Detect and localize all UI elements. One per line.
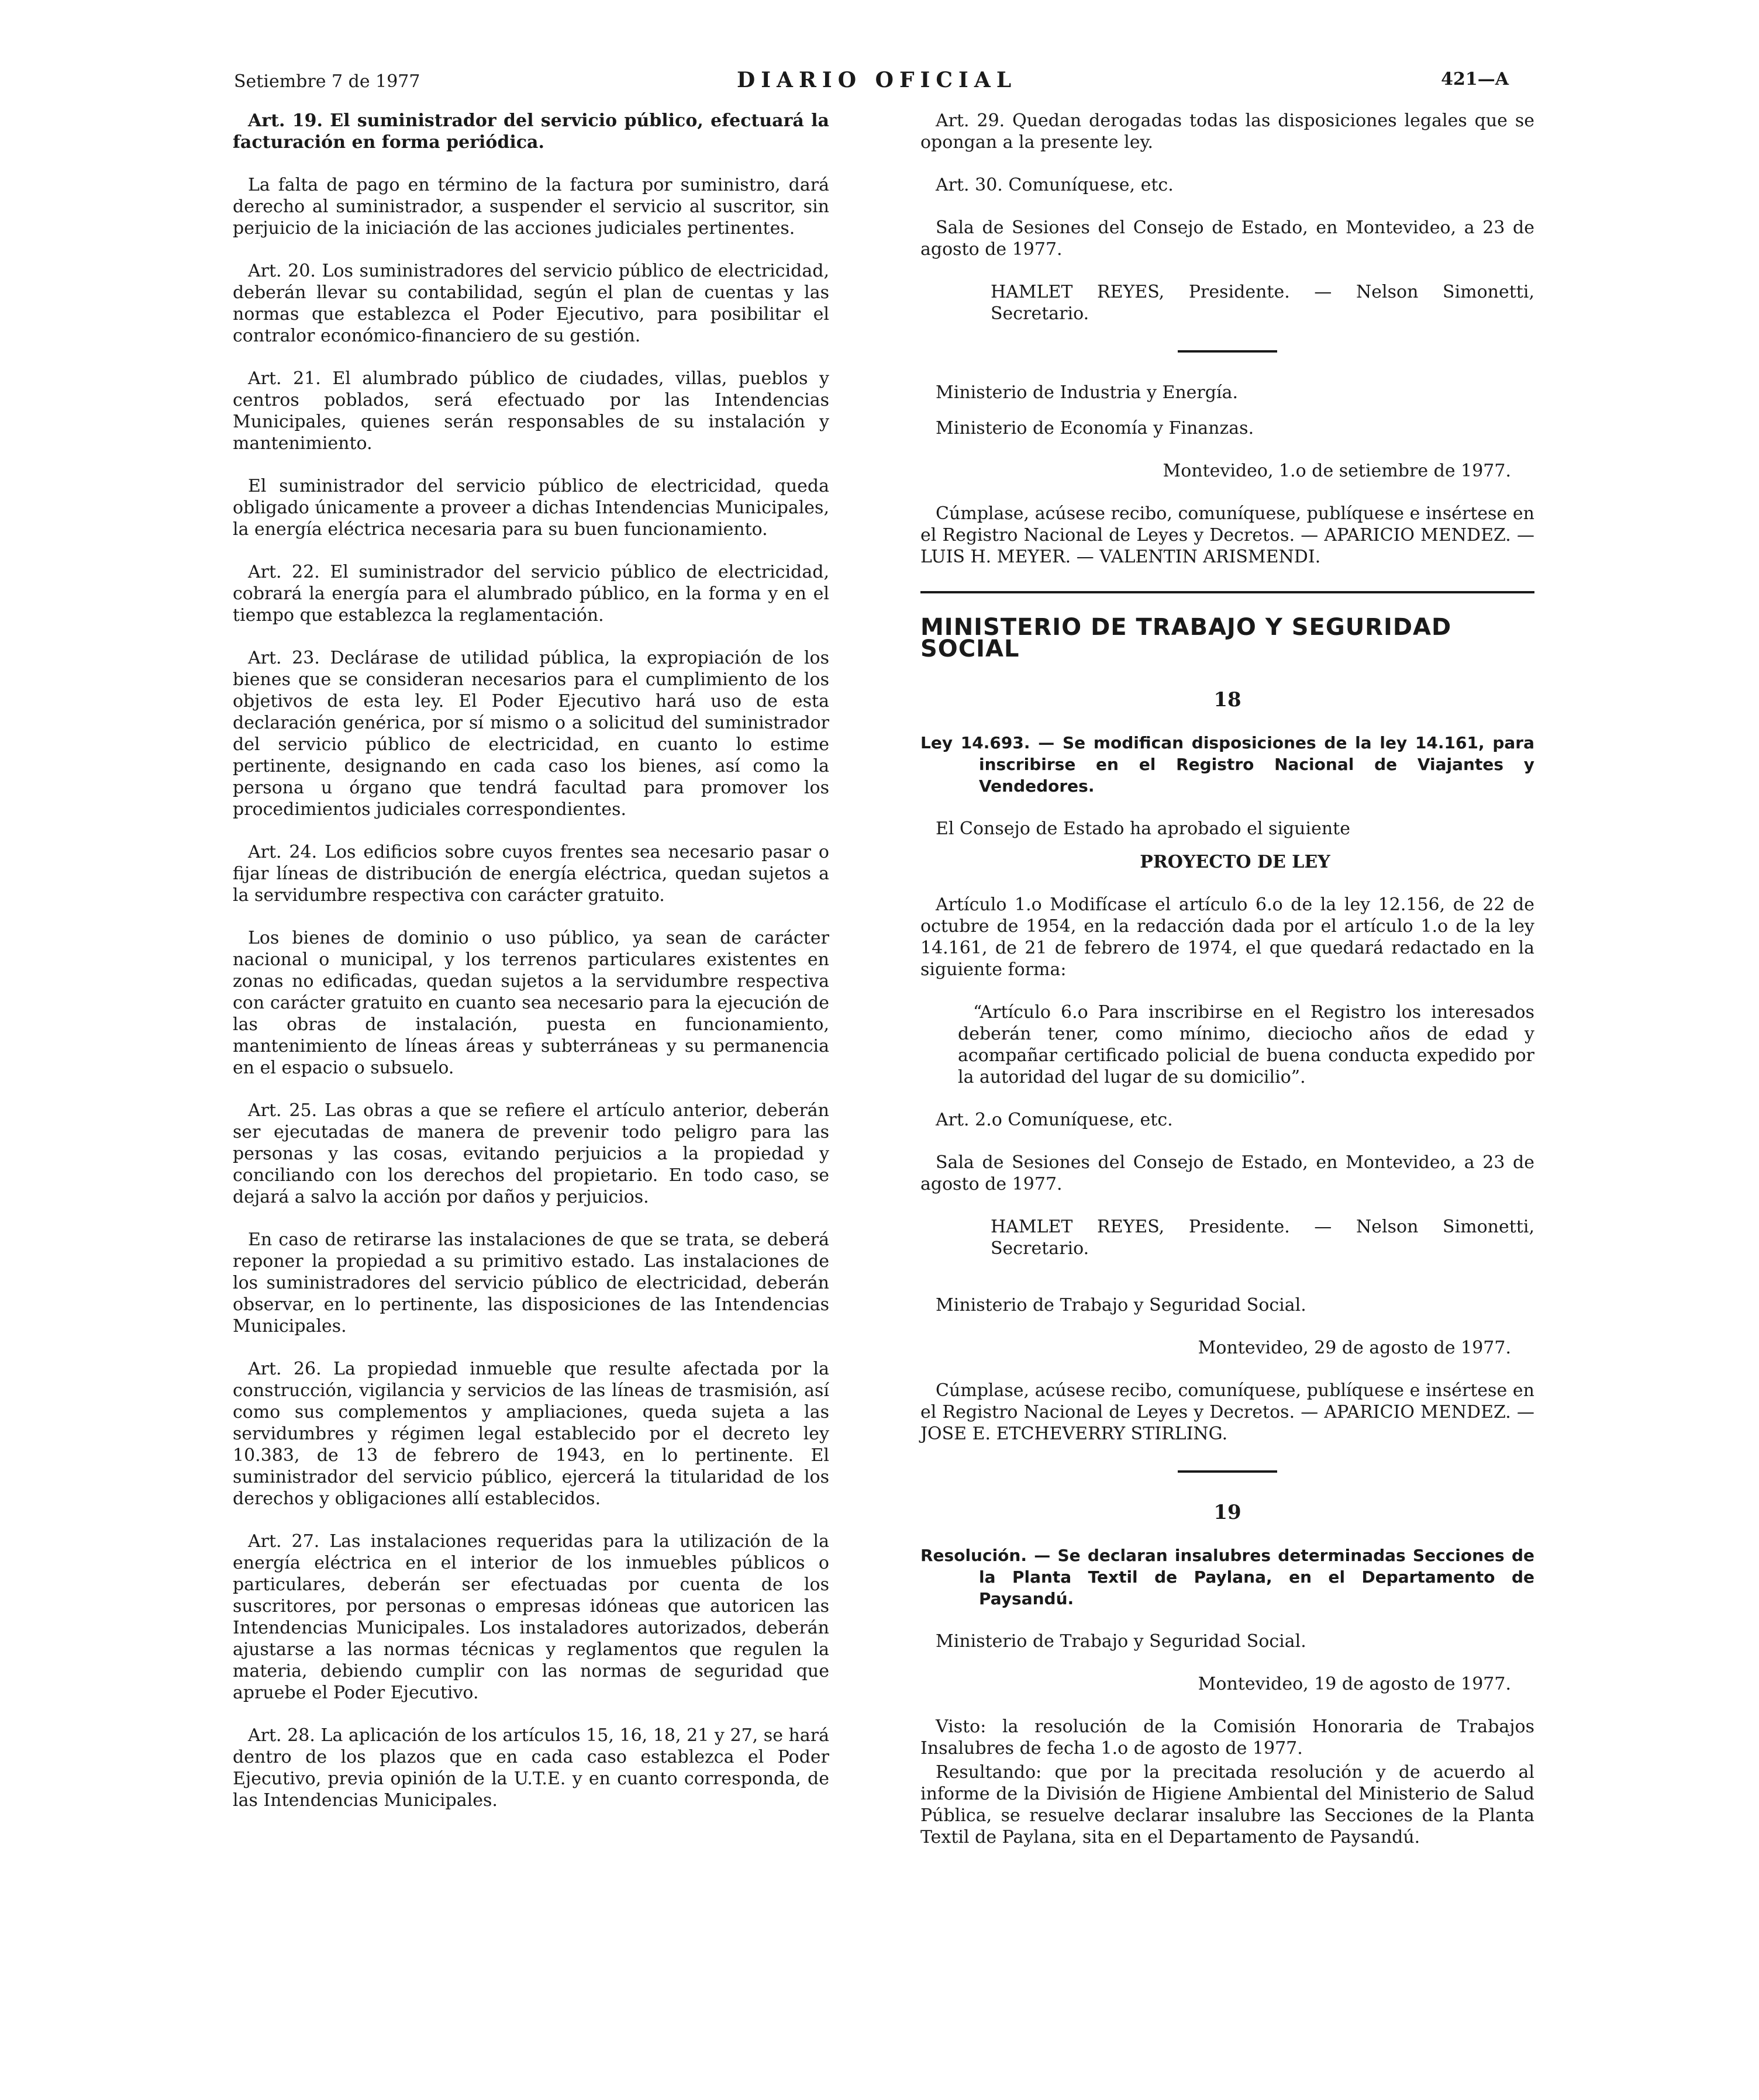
session-place-date: Sala de Sesiones del Consejo de Estado, en Montevideo, a 23 de agosto de 1977. <box>920 1152 1534 1194</box>
paragraph: Art. 23. Declárase de utilidad pública, la expropiación de los bienes que se consideran necesarios para el cumplimiento de los objetivos de esta ley. El Poder Ejecutivo hará uso de esta declaración genérica, por sí mismo o a solicitud del suministrador del servicio público de electricidad, en cuanto lo estime pertinente, designando en cada caso los bienes, así como la persona u órgano que tendrá facultad para promover los procedimientos judiciales correspondientes. <box>233 648 829 820</box>
ministry-name: Ministerio de Industria y Energía. <box>936 382 1238 403</box>
date-line: Montevideo, 1.o de setiembre de 1977. <box>1163 461 1511 481</box>
item-number: 19 <box>1213 1501 1241 1524</box>
paragraph: Art. 21. El alumbrado público de ciudades, villas, pueblos y centros poblados, será efectuado por las Intendencias Municipales, quienes serán responsables de su instalación y mantenimiento. <box>233 368 829 454</box>
paragraph: Art. 20. Los suministradores del servicio público de electricidad, deberán llevar su contabilidad, según el plan de cuentas y las normas que establezca el Poder Ejecutivo, para posibilitar el contralor económico-financiero de su gestión. <box>233 261 829 346</box>
paragraph: Art. 22. El suministrador del servicio público de electricidad, cobrará la energía para el alumbrado público, en la forma y en el tiempo que establezca la reglamentación. <box>233 562 829 626</box>
paragraph: Art. 19. El suministrador del servicio público, efectuará la facturación en forma periódica. <box>233 110 829 153</box>
council-intro: El Consejo de Estado ha aprobado el siguiente <box>936 818 1350 839</box>
quoted-article: “Artículo 6.o Para inscribirse en el Registro los interesados deberán tener, como mínimo, dieciocho años de edad y acompañar certificado policial de buena conducta expedido por la autoridad del lugar de su domicilio”. <box>958 1002 1534 1087</box>
article-1: Artículo 1.o Modifícase el artículo 6.o de la ley 12.156, de 22 de octubre de 1954, en la redacción dada por el artículo 1.o de la ley 14.161, de 21 de febrero de 1974, el que quedará redactado en la siguiente forma: <box>920 894 1534 980</box>
paragraph: El suministrador del servicio público de electricidad, queda obligado únicamente a proveer a dichas Intendencias Municipales, la energía eléctrica necesaria para su buen funcionamiento. <box>233 476 829 540</box>
page-header <box>234 63 1509 98</box>
left-column <box>233 110 829 1832</box>
header-page-number: 421—A <box>1441 69 1509 89</box>
header-date: Setiembre 7 de 1977 <box>234 71 420 92</box>
paragraph: Art. 25. Las obras a que se refiere el artículo anterior, deberán ser ejecutadas de manera de prevenir todo peligro para las personas y las cosas, evitando perjuicios a la propiedad y conciliando con los derechos del propietario. En todo caso, se dejará a salvo la acción por daños y perjuicios. <box>233 1100 829 1207</box>
paragraph: Art. 28. La aplicación de los artículos 15, 16, 18, 21 y 27, se hará dentro de los plazos que en cada caso establezca el Poder Ejecutivo, previa opinión de la U.T.E. y en cuanto corresponda, de las Intendencias Municipales. <box>233 1725 829 1811</box>
visto-paragraph: Visto: la resolución de la Comisión Honoraria de Trabajos Insalubres de fecha 1.o de agosto de 1977. <box>920 1716 1534 1759</box>
ministry-name: Ministerio de Trabajo y Seguridad Social. <box>936 1295 1306 1315</box>
article-29: Art. 29. Quedan derogadas todas las disposiciones legales que se opongan a la presente ley. <box>920 110 1534 153</box>
ministry-name: Ministerio de Trabajo y Seguridad Social. <box>936 1631 1306 1652</box>
paragraph: Los bienes de dominio o uso público, ya sean de carácter nacional o municipal, y los terrenos particulares existentes en zonas no edificadas, quedan sujetos a la servidumbre respectiva con carácter gratuito en cuanto sea necesario para la ejecución de las obras de instalación, puesta en funcionamiento, mantenimiento de líneas áreas y subterráneas y su permanencia en el espacio o subsuelo. <box>233 928 829 1078</box>
ministry-heading: MINISTERIO DE TRABAJO Y SEGURIDAD SOCIAL <box>920 614 1452 662</box>
promulgation: Cúmplase, acúsese recibo, comuníquese, publíquese e insértese en el Registro Nacional de Leyes y Decretos. — APARICIO MENDEZ. — LUIS H. MEYER. — VALENTIN ARISMENDI. <box>920 503 1534 567</box>
paragraph: Art. 26. La propiedad inmueble que resulte afectada por la construcción, vigilancia y servicios de las líneas de trasmisión, así como sus complementos y ampliaciones, queda sujeta a las servidumbres y régimen legal establecido por el decreto ley 10.383, de 13 de febrero de 1943, en lo pertinente. El suministrador del servicio público, ejercerá la titularidad de los derechos y obligaciones allí establecidos. <box>233 1359 829 1509</box>
right-column <box>920 110 1534 1869</box>
paragraph: La falta de pago en término de la factura por suministro, dará derecho al suministrador, a suspender el servicio al suscritor, sin perjuicio de la iniciación de las acciones judiciales pertinentes. <box>233 175 829 239</box>
paragraph: Art. 24. Los edificios sobre cuyos frentes sea necesario pasar o fijar líneas de distribución de energía eléctrica, quedan sujetos a la servidumbre respectiva con carácter gratuito. <box>233 842 829 906</box>
signatures: HAMLET REYES, Presidente. — Nelson Simonetti, Secretario. <box>991 282 1534 324</box>
divider <box>1178 350 1277 353</box>
resultando-paragraph: Resultando: que por la precitada resolución y de acuerdo al informe de la División de Higiene Ambiental del Ministerio de Salud Pública, se resuelve declarar insalubre las Secciones de la Planta Textil de Paylana, sita en el Departamento de Paysandú. <box>920 1762 1534 1847</box>
session-place-date: Sala de Sesiones del Consejo de Estado, en Montevideo, a 23 de agosto de 1977. <box>920 217 1534 260</box>
article-30: Art. 30. Comuníquese, etc. <box>936 175 1174 195</box>
law-heading: Ley 14.693. — Se modifican disposiciones de la ley 14.161, para inscribirse en el Registro Nacional de Viajantes y Vendedores. <box>920 733 1534 796</box>
header-title: DIARIO OFICIAL <box>737 68 1018 92</box>
ministry-name: Ministerio de Economía y Finanzas. <box>936 418 1254 438</box>
bill-title: PROYECTO DE LEY <box>1140 852 1330 872</box>
date-line: Montevideo, 29 de agosto de 1977. <box>1198 1338 1511 1358</box>
paragraph: En caso de retirarse las instalaciones de que se trata, se deberá reponer la propiedad a su primitivo estado. Las instalaciones de los suministradores del servicio público de electricidad, deberán observar, en lo pertinente, las disposiciones de las Intendencias Municipales. <box>233 1229 829 1336</box>
item-number: 18 <box>1213 688 1241 711</box>
date-line: Montevideo, 19 de agosto de 1977. <box>1198 1674 1511 1694</box>
promulgation: Cúmplase, acúsese recibo, comuníquese, publíquese e insértese en el Registro Nacional de Leyes y Decretos. — APARICIO MENDEZ. — JOSE E. ETCHEVERRY STIRLING. <box>920 1380 1534 1444</box>
divider <box>1178 1470 1277 1473</box>
section-divider <box>920 591 1534 593</box>
paragraph: Art. 27. Las instalaciones requeridas para la utilización de la energía eléctrica en el interior de los inmuebles públicos o particulares, deberán ser efectuadas por cuenta de los suscritores, por personas o empresas idóneas que autoricen las Intendencias Municipales. Los instaladores autorizados, deberán ajustarse a las normas técnicas y reglamentos que regulen la materia, debiendo cumplir con las normas de seguridad que apruebe el Poder Ejecutivo. <box>233 1531 829 1703</box>
signatures: HAMLET REYES, Presidente. — Nelson Simonetti, Secretario. <box>991 1217 1534 1259</box>
resolution-heading: Resolución. — Se declaran insalubres determinadas Secciones de la Planta Textil de Paylana, en el Departamento de Paysandú. <box>920 1546 1534 1608</box>
article-2: Art. 2.o Comuníquese, etc. <box>936 1110 1173 1130</box>
